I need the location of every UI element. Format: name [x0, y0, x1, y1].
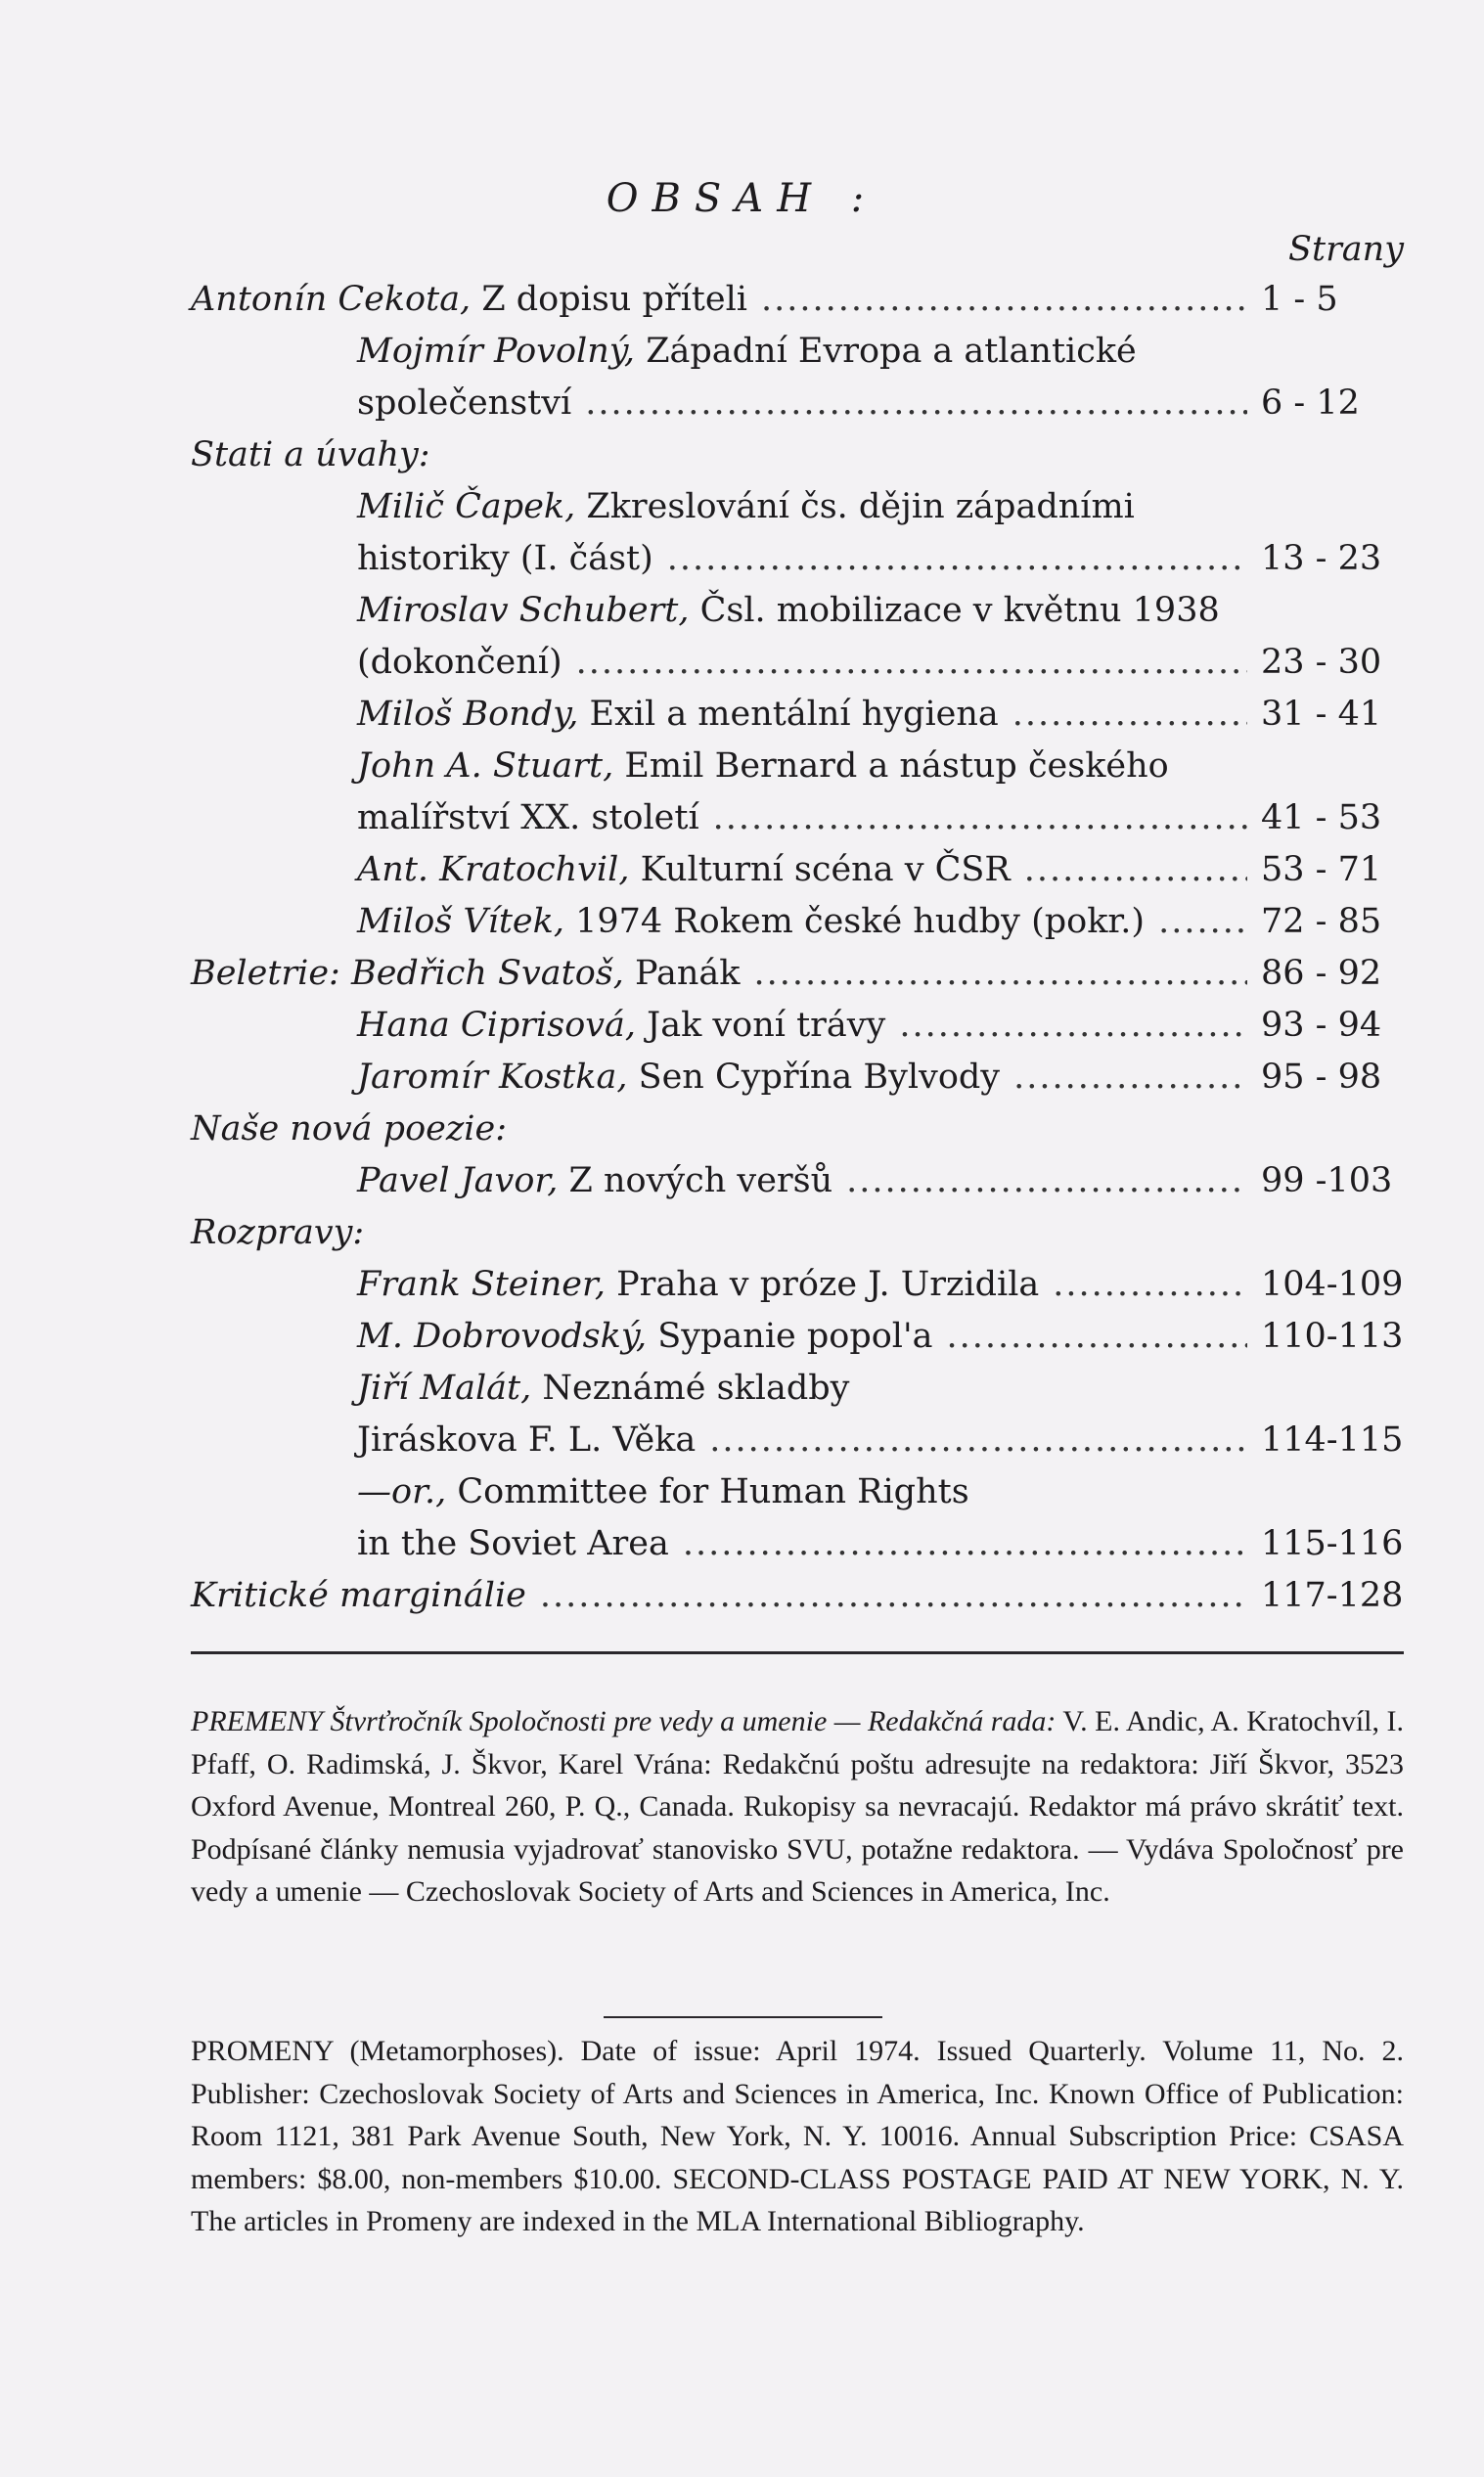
section-label: Stati a úvahy:: [191, 435, 430, 474]
entry-pages: 95 - 98: [1261, 1058, 1382, 1097]
toc-section-heading: [191, 429, 1404, 481]
entry-title: Panák: [635, 954, 741, 993]
entry-author: Miroslav Schubert,: [357, 591, 690, 630]
dot-leader: [667, 533, 1247, 585]
entry-author: Jiří Malát,: [357, 1369, 532, 1408]
entry-title: Committee for Human Rights: [457, 1472, 969, 1511]
entry-author: Jaromír Kostka,: [357, 1058, 628, 1097]
dot-leader: [753, 948, 1247, 1000]
imprint-lead: PREMENY Štvrťročník Spoločnosti pre vedy a umenie — Redakčná rada:: [191, 1705, 1057, 1737]
toc-section-heading: [191, 1207, 1404, 1259]
entry-pages: 115-116: [1261, 1524, 1404, 1563]
toc-entry: [191, 1415, 1404, 1466]
entry-pages: 86 - 92: [1261, 954, 1382, 993]
entry-title: Jiráskova F. L. Věka: [357, 1420, 697, 1460]
entry-title: Západní Evropa a atlantické: [646, 332, 1137, 371]
section-label: Rozpravy:: [191, 1213, 365, 1252]
entry-author: Pavel Javor,: [357, 1161, 559, 1200]
entry-title: Z nových veršů: [568, 1161, 833, 1200]
entry-title: in the Soviet Area: [357, 1524, 669, 1563]
entry-author: —or.,: [357, 1472, 447, 1511]
toc-entry: [191, 637, 1404, 689]
toc-entry: [191, 792, 1404, 844]
entry-title: Neznámé skladby: [542, 1369, 850, 1408]
toc-entry-line: [191, 1363, 1404, 1415]
imprint-body: V. E. Andic, A. Kratochvíl, I. Pfaff, O. Radimská, J. Škvor, Karel Vrána: Redakčnú poštu adresujte na redaktora: Jiří Škvor, 3523 Oxford Avenue, Montreal 260, P. Q., Canada. Rukopisy sa nevracajú. Redaktor má právo skrátiť text. Podpísané články nemusia vyjadrovať stanovisko SVU, potažne redaktora. — Vydáva Spoločnosť pre vedy a umenie — Czechoslovak Society of Arts and Sciences in America, Inc.: [191, 1705, 1404, 1908]
dot-leader: [576, 637, 1247, 689]
dot-leader: [1053, 1259, 1247, 1311]
entry-title: 1974 Rokem české hudby (pokr.): [575, 902, 1146, 941]
entry-author: Frank Steiner,: [357, 1265, 606, 1304]
entry-title: Zkreslování čs. dějin západními: [586, 487, 1135, 526]
entry-title: Sen Cypřína Bylvody: [638, 1058, 1001, 1097]
divider-rule: [191, 1651, 1404, 1654]
dot-leader: [1013, 1052, 1247, 1103]
entry-pages: 117-128: [1261, 1576, 1404, 1615]
entry-title: Z dopisu příteli: [481, 280, 747, 319]
entry-pages: 72 - 85: [1261, 902, 1382, 941]
entry-author: John A. Stuart,: [357, 746, 614, 786]
entry-author: Kritické marginálie: [191, 1576, 526, 1615]
entry-author: Mojmír Povolný,: [357, 332, 636, 371]
toc-entry: [191, 844, 1404, 896]
entry-title: (dokončení): [357, 643, 562, 682]
toc-entry: [191, 689, 1404, 741]
toc-entry: [191, 1311, 1404, 1363]
toc-entry-line: [191, 1466, 1404, 1518]
toc-entry: [191, 378, 1404, 429]
dot-leader: [846, 1155, 1247, 1207]
dot-leader: [761, 274, 1247, 326]
toc-entry: [191, 1155, 1404, 1207]
entry-author: Miloš Bondy,: [357, 695, 579, 734]
entry-author: Antonín Cekota,: [191, 280, 472, 319]
toc-entry: [191, 533, 1404, 585]
entry-title: Kulturní scéna v ČSR: [640, 850, 1011, 889]
toc-entry: [191, 274, 1404, 326]
section-label: Naše nová poezie:: [191, 1109, 507, 1148]
dot-leader: [899, 1000, 1247, 1052]
entry-pages: 114-115: [1261, 1420, 1404, 1460]
entry-title: Jak voní trávy: [647, 1006, 886, 1045]
entry-title: Exil a mentální hygiena: [589, 695, 999, 734]
entry-title: Praha v próze J. Urzidila: [616, 1265, 1040, 1304]
short-divider-rule: [604, 2016, 882, 2018]
toc-entry: [191, 1570, 1404, 1622]
editorial-imprint: [191, 1700, 1404, 1914]
dot-leader: [946, 1311, 1247, 1363]
entry-author: Miloš Vítek,: [357, 902, 564, 941]
entry-pages: 41 - 53: [1261, 798, 1382, 837]
pages-column-header: Strany: [1288, 230, 1404, 269]
toc-entry-line: [191, 741, 1404, 792]
dot-leader: [709, 1415, 1247, 1466]
toc-entry: [191, 896, 1404, 948]
entry-pages: 53 - 71: [1261, 850, 1382, 889]
toc-entry: [191, 1000, 1404, 1052]
entry-author: Milič Čapek,: [357, 487, 576, 526]
dot-leader: [683, 1518, 1247, 1570]
section-label: Beletrie:: [191, 954, 340, 993]
entry-title: malířství XX. století: [357, 798, 699, 837]
entry-title: společenství: [357, 383, 572, 423]
entry-title: Emil Bernard a nástup českého: [624, 746, 1169, 786]
entry-author: Hana Ciprisová,: [357, 1006, 637, 1045]
dot-leader: [1024, 844, 1247, 896]
entry-pages: 93 - 94: [1261, 1006, 1382, 1045]
entry-pages: 6 - 12: [1261, 383, 1360, 423]
entry-title: historiky (I. část): [357, 539, 653, 578]
toc-entry: [191, 948, 1404, 1000]
table-of-contents: [191, 274, 1404, 1622]
entry-pages: 31 - 41: [1261, 695, 1382, 734]
entry-title: Sypanie popol'a: [657, 1317, 933, 1356]
toc-entry: [191, 1259, 1404, 1311]
entry-pages: 13 - 23: [1261, 539, 1382, 578]
toc-entry: [191, 1518, 1404, 1570]
dot-leader: [713, 792, 1247, 844]
toc-entry: [191, 1052, 1404, 1103]
entry-pages: 99 -103: [1261, 1161, 1393, 1200]
entry-title: Čsl. mobilizace v květnu 1938: [699, 591, 1220, 630]
publication-notice: PROMENY (Metamorphoses). Date of issue: April 1974. Issued Quarterly. Volume 11, No. 2. Publisher: Czechoslovak Society of Arts and Sciences in America, Inc. Known Office of Publication: Room 1121, 381 Park Avenue South, New York, N. Y. 10016. Annual Subscription Price: CSASA members: $8.00, non-members $10.00. SECOND-CLASS POSTAGE PAID AT NEW YORK, N. Y. The articles in Promeny are indexed in the MLA International Bibliography.: [191, 2035, 1404, 2237]
dot-leader: [585, 378, 1247, 429]
page-title: OBSAH :: [606, 176, 878, 221]
dot-leader: [540, 1570, 1247, 1622]
entry-pages: 1 - 5: [1261, 280, 1338, 319]
entry-author: M. Dobrovodský,: [357, 1317, 648, 1356]
entry-pages: 104-109: [1261, 1265, 1404, 1304]
toc-entry-line: [191, 481, 1404, 533]
toc-section-heading: [191, 1103, 1404, 1155]
entry-pages: 110-113: [1261, 1317, 1404, 1356]
toc-entry-line: [191, 326, 1404, 378]
dot-leader: [1158, 896, 1247, 948]
dot-leader: [1012, 689, 1247, 741]
toc-entry-line: [191, 585, 1404, 637]
entry-author: Bedřich Svatoš,: [350, 954, 624, 993]
entry-pages: 23 - 30: [1261, 643, 1382, 682]
entry-author: Ant. Kratochvil,: [357, 850, 630, 889]
